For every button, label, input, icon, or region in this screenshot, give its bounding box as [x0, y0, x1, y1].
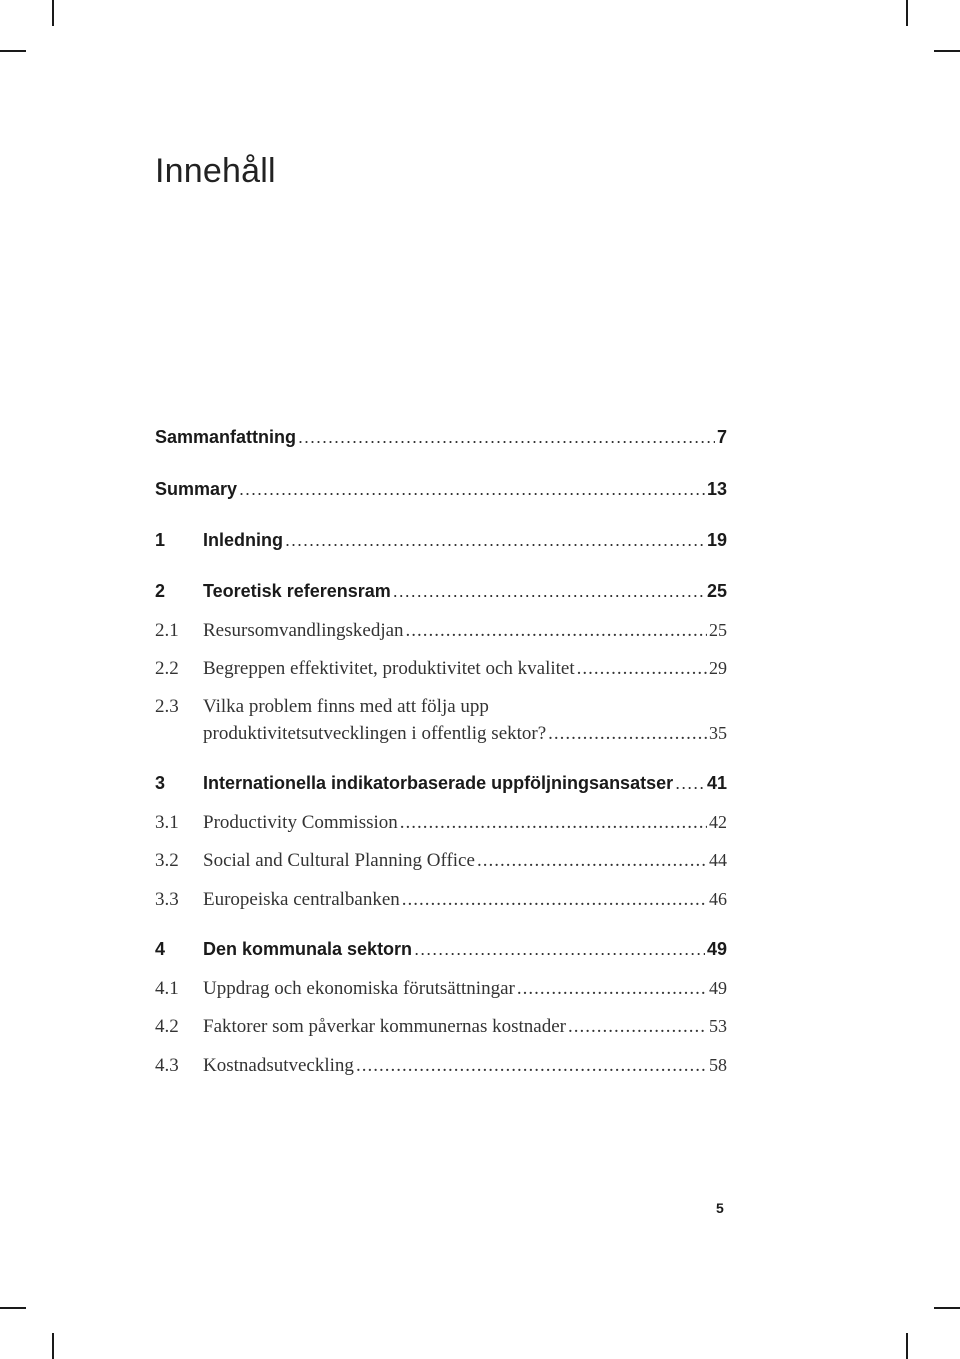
toc-entry-section-4-1[interactable]: [155, 978, 727, 1000]
toc-page-number: 53: [709, 1016, 727, 1036]
dot-leader: [356, 1055, 707, 1077]
page-number: 5: [716, 1200, 724, 1216]
toc-entry-chapter-1[interactable]: [155, 530, 727, 551]
dot-leader: [402, 889, 707, 911]
toc-entry-section-2-2[interactable]: [155, 658, 727, 680]
toc-number: 4.3: [155, 1055, 179, 1076]
crop-mark: [934, 1307, 960, 1309]
toc-entry-section-2-1[interactable]: [155, 620, 727, 642]
toc-entry-sammanfattning[interactable]: [155, 427, 727, 448]
toc-entry-section-3-1[interactable]: [155, 812, 727, 834]
toc-page-number: 19: [706, 530, 727, 550]
toc-number: 3: [155, 773, 166, 793]
toc-entry-text: produktivitetsutvecklingen i offentlig sektor?: [203, 723, 547, 744]
toc-entry-text: Summary: [155, 479, 238, 499]
toc-number: 2: [155, 581, 166, 601]
toc-number: 4.2: [155, 1016, 179, 1037]
toc-entry-text: Kostnadsutveckling: [203, 1055, 354, 1076]
toc-entry-text: Sammanfattning: [155, 427, 297, 447]
toc-entry-text: Vilka problem finns med att följa upp: [203, 696, 489, 717]
crop-mark: [52, 0, 54, 26]
dot-leader: [406, 620, 707, 642]
toc-entry-text: Productivity Commission: [203, 812, 398, 833]
toc-page-number: 41: [706, 773, 727, 793]
toc-entry-section-2-3-line1[interactable]: [155, 696, 727, 718]
toc-page-number: 44: [709, 850, 727, 870]
dot-leader: [577, 658, 707, 680]
toc-page-number: 13: [706, 479, 727, 499]
toc-number: 4: [155, 939, 166, 959]
dot-leader: [477, 850, 707, 872]
dot-leader: [239, 479, 705, 500]
toc-entry-summary[interactable]: [155, 479, 727, 500]
toc-page-number: 29: [709, 658, 727, 678]
toc-entry-text: Inledning: [203, 530, 283, 550]
dot-leader: [285, 530, 705, 551]
toc-entry-text: Faktorer som påverkar kommunernas kostnader: [203, 1016, 567, 1037]
toc-number: 3.1: [155, 812, 179, 833]
toc-entry-text: Europeiska centralbanken: [203, 889, 400, 910]
toc-entry-section-3-3[interactable]: [155, 889, 727, 911]
toc-page-number: 35: [709, 723, 727, 743]
dot-leader: [548, 723, 707, 745]
crop-mark: [906, 0, 908, 26]
toc-page-number: 25: [709, 620, 727, 640]
toc-entry-text: Teoretisk referensram: [203, 581, 391, 601]
crop-mark: [0, 50, 26, 52]
dot-leader: [414, 939, 705, 960]
dot-leader: [393, 581, 705, 602]
crop-mark: [0, 1307, 26, 1309]
toc-entry-chapter-2[interactable]: [155, 581, 727, 602]
toc-number: 2.3: [155, 696, 179, 717]
crop-mark: [934, 50, 960, 52]
toc-page-number: 25: [706, 581, 727, 601]
toc-number: 3.3: [155, 889, 179, 910]
toc-entry-text: Internationella indikatorbaserade uppföljningsansatser: [203, 773, 674, 793]
dot-leader: [568, 1016, 707, 1038]
toc-entry-section-4-3[interactable]: [155, 1055, 727, 1077]
toc-entry-text: Social and Cultural Planning Office: [203, 850, 475, 871]
toc-entry-text: Resursomvandlingskedjan: [203, 620, 404, 641]
toc-number: 4.1: [155, 978, 179, 999]
toc-page-number: 46: [709, 889, 727, 909]
toc-page-number: 42: [709, 812, 727, 832]
dot-leader: [517, 978, 707, 1000]
toc-entry-text: Uppdrag och ekonomiska förutsättningar: [203, 978, 515, 999]
toc-entry-section-3-2[interactable]: [155, 850, 727, 872]
toc-entry-chapter-3[interactable]: [155, 773, 727, 794]
toc-number: 3.2: [155, 850, 179, 871]
toc-entry-section-4-2[interactable]: [155, 1016, 727, 1038]
toc-number: 2.1: [155, 620, 179, 641]
toc-page-number: 7: [716, 427, 727, 447]
toc-entry-text: Begreppen effektivitet, produktivitet och kvalitet: [203, 658, 575, 679]
dot-leader: [298, 427, 715, 448]
dot-leader: [400, 812, 707, 834]
toc-entry-section-2-3-line2[interactable]: [155, 723, 727, 745]
page-title: Innehåll: [155, 152, 276, 190]
toc-number: 2.2: [155, 658, 179, 679]
toc-entry-chapter-4[interactable]: [155, 939, 727, 960]
toc-page-number: 49: [706, 939, 727, 959]
crop-mark: [52, 1333, 54, 1359]
toc-page-number: 58: [709, 1055, 727, 1075]
dot-leader: [675, 773, 705, 794]
toc-number: 1: [155, 530, 166, 550]
toc-page-number: 49: [709, 978, 727, 998]
crop-mark: [906, 1333, 908, 1359]
toc-entry-text: Den kommunala sektorn: [203, 939, 413, 959]
